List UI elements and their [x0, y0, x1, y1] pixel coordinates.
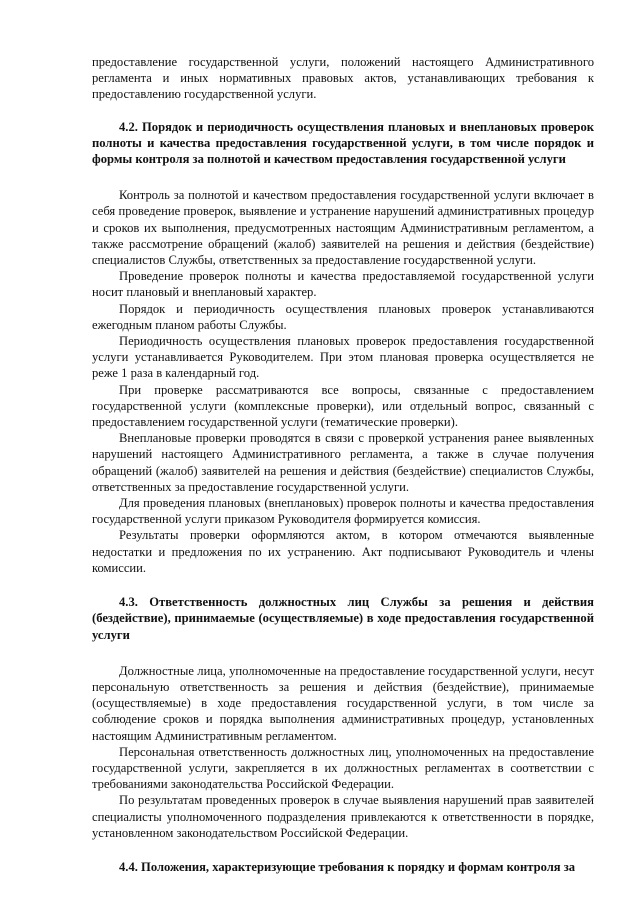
- section-4-3-heading: 4.3. Ответственность должностных лиц Службы за решения и действия (бездействие), принимаемые (осуществляемые) в ходе предоставления государственной услуги: [92, 595, 594, 642]
- section-4-2-paragraph: Результаты проверки оформляются актом, в котором отмечаются выявленные недостатки и предложения по их устранению. Акт подписывают Руководитель и члены комиссии.: [92, 528, 594, 575]
- section-4-3-paragraph: По результатам проведенных проверок в случае выявления нарушений прав заявителей специалисты уполномоченного подразделения привлекаются к ответственности в порядке, установленном законодательством Российской Федерации.: [92, 793, 594, 840]
- section-4-2-heading: 4.2. Порядок и периодичность осуществления плановых и внеплановых проверок полноты и качества предоставления государственной услуги, в том числе порядок и формы контроля за полнотой и качеством предоставления государственной услуги: [92, 119, 594, 167]
- section-4-2-paragraph: Для проведения плановых (внеплановых) проверок полноты и качества предоставления государственной услуги приказом Руководителя формируется комиссия.: [92, 496, 594, 527]
- section-4-2-paragraph: При проверке рассматриваются все вопросы, связанные с предоставлением государственной услуги (комплексные проверки), или отдельный вопрос, связанный с предоставлением государственной услуги (тематические проверки).: [92, 382, 594, 430]
- section-4-3-paragraph: Должностные лица, уполномоченные на предоставление государственной услуги, несут персональную ответственность за решения и действия (бездействие), принимаемые (осуществляемые) в ходе предоставления государственной услуги, в том числе за соблюдение сроков и порядка выполнения административных процедур, установленных настоящим Административным регламентом.: [92, 663, 594, 743]
- section-4-2-paragraph: Порядок и периодичность осуществления плановых проверок устанавливаются ежегодным планом работы Службы.: [92, 301, 594, 332]
- section-4-2-paragraph: Периодичность осуществления плановых проверок предоставления государственной услуги устанавливается Руководителем. При этом плановая проверка осуществляется не реже 1 раза в календарный год.: [92, 334, 594, 381]
- section-4-3-paragraph: Персональная ответственность должностных лиц, уполномоченных на предоставление государственной услуги, закрепляется в их должностных регламентах в соответствии с требованиями законодательства Российской Федерации.: [92, 744, 594, 792]
- top-paragraph: предоставление государственной услуги, положений настоящего Административного регламента и иных нормативных правовых актов, устанавливающих требования к предоставлению государственной услуги.: [92, 55, 594, 102]
- section-4-2-paragraph: Внеплановые проверки проводятся в связи с проверкой устранения ранее выявленных нарушений настоящего Административного регламента, а также в случае получения обращений (жалоб) заявителей на решения и действия (бездействие) специалистов Службы, ответственных за предоставление государственной услуги.: [92, 431, 594, 494]
- section-4-2-paragraph: Контроль за полнотой и качеством предоставления государственной услуги включает в себя проведение проверок, выявление и устранение нарушений административных процедур и сроков их выполнения, предусмотренных настоящим Административным регламентом, а также рассмотрение обращений (жалоб) заявителей на решения и действия (бездействие) специалистов Службы, ответственных за предоставление государственной услуги.: [92, 188, 594, 268]
- section-4-4-heading: 4.4. Положения, характеризующие требования к порядку и формам контроля за: [119, 859, 576, 874]
- section-4-2-paragraph: Проведение проверок полноты и качества предоставляемой государственной услуги носит плановый и внеплановый характер.: [92, 269, 594, 300]
